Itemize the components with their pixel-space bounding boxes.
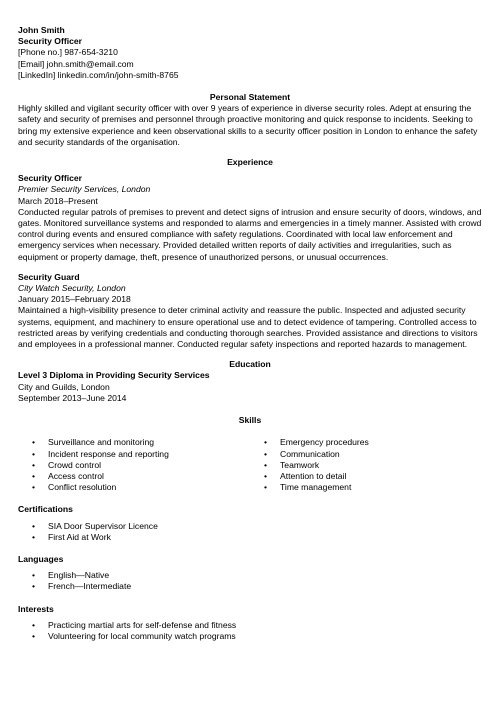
- job-entry: [18, 272, 482, 350]
- skills-list-right: [250, 437, 482, 493]
- list-item: • First Aid at Work: [18, 532, 482, 543]
- education-section: [18, 359, 482, 404]
- list-item: • Conflict resolution: [18, 482, 250, 493]
- job-description: Conducted regular patrols of premises to prevent and detect signs of intrusion and ensure security of doors, windows, and gates. Monitored surveillance systems and responded to alarms and emergencies in a timely manner. Assisted with crowd control during events and ensured compliance with safety regulations. Coordinated with local law enforcement and emergency services when necessary. Provided detailed written reports of daily activities and irregularities, such as equipment or property damage, theft, presence of unauthorized persons, or unusual occurrences.: [18, 206, 482, 262]
- experience-heading: Experience: [227, 157, 273, 168]
- list-item: • Incident response and reporting: [18, 449, 250, 460]
- contact-header: [18, 25, 482, 81]
- education-heading: Education: [229, 359, 271, 370]
- list-item: • Crowd control: [18, 460, 250, 471]
- job-title: Security Guard: [18, 271, 80, 282]
- education-degree: Level 3 Diploma in Providing Security Services: [18, 370, 210, 381]
- job-title: Security Officer: [18, 173, 82, 184]
- interests-heading: Interests: [18, 603, 54, 614]
- personal-statement-text: Highly skilled and vigilant security officer with over 9 years of experience in diverse security roles. Adept at ensuring the safety and security of premises and personnel through proactive monitoring and quick response to incidents. Seeking to bring my extensive experience and keen observational skills to a security officer position in London to enhance the safety and security standards of the organisation.: [18, 103, 478, 147]
- list-item: • SIA Door Supervisor Licence: [18, 521, 482, 532]
- certifications-section: [18, 504, 482, 543]
- job-description: Maintained a high-visibility presence to deter criminal activity and reassure the public. Inspected and adjusted security systems, equipment, and machinery to ensure operational use and to detect evidence of tampering. Controlled access to restricted areas by verifying credentials and conducting thorough searches. Provided assistance and directions to visitors and employees in a professional manner. Conducted regular safety inspections and reported hazards to management.: [18, 305, 478, 350]
- list-item: • Surveillance and monitoring: [18, 437, 250, 448]
- list-item: • French—Intermediate: [18, 581, 482, 592]
- personal-statement-section: [18, 92, 482, 148]
- education-school: City and Guilds, London: [18, 381, 110, 392]
- languages-section: [18, 554, 482, 593]
- skills-columns: [18, 437, 482, 493]
- skills-section: [18, 415, 482, 493]
- list-item: • Practicing martial arts for self-defense and fitness: [18, 620, 482, 631]
- job-entry: [18, 173, 482, 263]
- list-item: • Volunteering for local community watch programs: [18, 631, 482, 642]
- list-item: • Communication: [250, 449, 482, 460]
- experience-section: [18, 157, 482, 350]
- list-item: • Attention to detail: [250, 471, 482, 482]
- languages-heading: Languages: [18, 553, 64, 564]
- skills-heading: Skills: [238, 415, 262, 426]
- candidate-title: Security Officer: [18, 36, 82, 47]
- job-company: City Watch Security, London: [18, 283, 126, 294]
- job-dates: March 2018–Present: [18, 195, 98, 206]
- interests-list: [18, 620, 482, 642]
- languages-list: [18, 570, 482, 592]
- list-item: • Access control: [18, 471, 250, 482]
- list-item: • Time management: [250, 482, 482, 493]
- certifications-list: [18, 521, 482, 543]
- skills-list-left: [18, 437, 250, 493]
- list-item: • Teamwork: [250, 460, 482, 471]
- phone-line: [Phone no.] 987-654-3210: [18, 47, 118, 58]
- list-item: • English—Native: [18, 570, 482, 581]
- candidate-name: John Smith: [18, 25, 65, 35]
- email-line: [Email] john.smith@email.com: [18, 58, 134, 69]
- list-item: • Emergency procedures: [250, 437, 482, 448]
- education-dates: September 2013–June 2014: [18, 392, 127, 403]
- linkedin-line: [LinkedIn] linkedin.com/in/john-smith-8765: [18, 69, 179, 80]
- job-company: Premier Security Services, London: [18, 184, 151, 195]
- job-dates: January 2015–February 2018: [18, 294, 131, 305]
- certifications-heading: Certifications: [18, 504, 73, 515]
- personal-statement-heading: Personal Statement: [209, 92, 291, 103]
- interests-section: [18, 604, 482, 643]
